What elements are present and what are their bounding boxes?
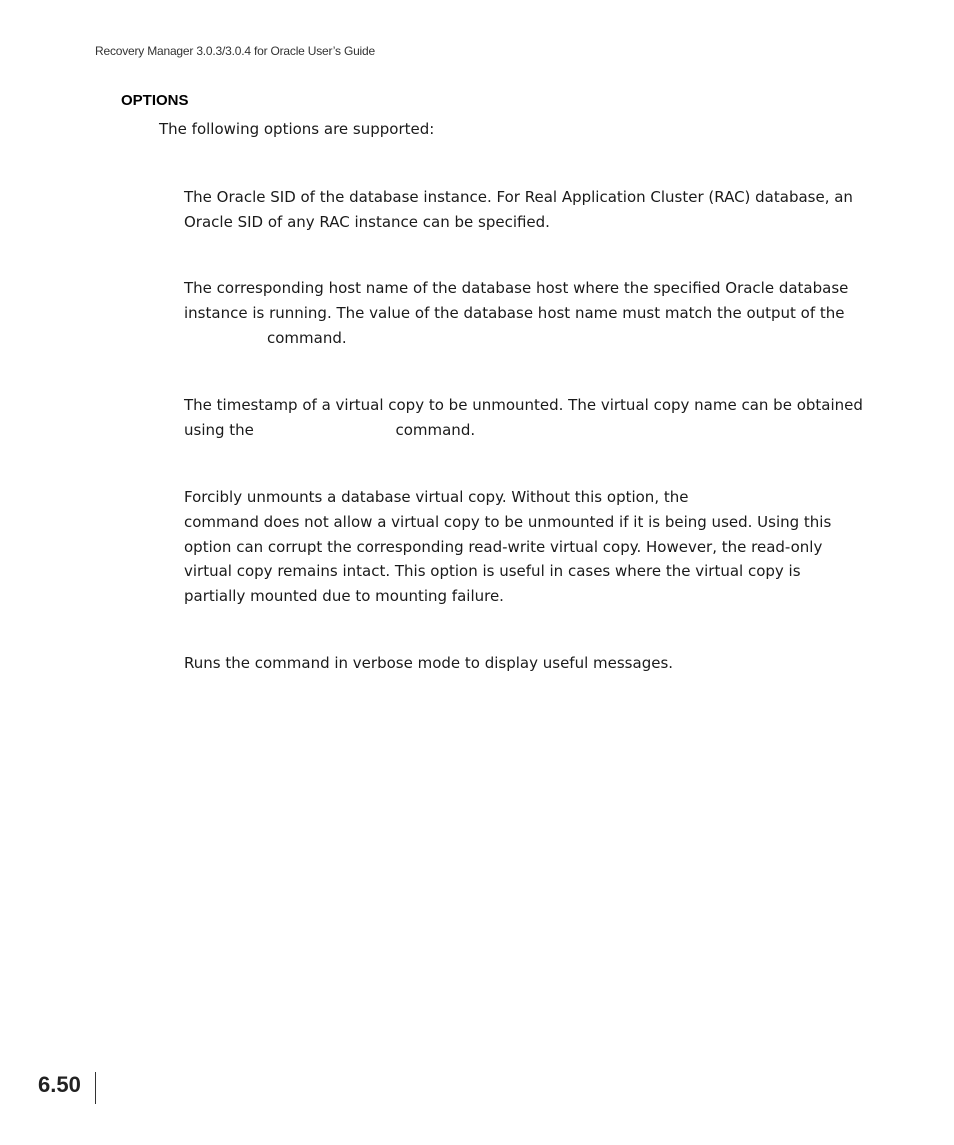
running-header: Recovery Manager 3.0.3/3.0.4 for Oracle User’s Guide xyxy=(95,44,375,58)
option-timestamp-text-before: The timestamp of a virtual copy to be unmounted. The virtual copy name can be obtained using the xyxy=(184,396,863,439)
option-host-description xyxy=(184,276,864,350)
option-force-text-after: command does not allow a virtual copy to be unmounted if it is being used. Using this option can corrupt the corresponding read-write virtual copy. However, the read-only virtual copy remains intact. This option is useful in cases where the virtual copy is partially mounted due to mounting failure. xyxy=(184,512,832,606)
page-number: 6.50 xyxy=(38,1072,81,1097)
option-timestamp-description xyxy=(184,393,864,443)
option-host-text-after: command. xyxy=(267,328,347,347)
option-sid-description xyxy=(184,185,864,235)
option-force-description xyxy=(184,485,864,609)
options-intro: The following options are supported: xyxy=(159,120,435,138)
option-verbose-text: Runs the command in verbose mode to display useful messages. xyxy=(184,654,674,672)
option-timestamp-text-after: command. xyxy=(395,420,476,439)
section-heading-options: OPTIONS xyxy=(121,92,189,109)
page-number-divider xyxy=(95,1072,96,1104)
option-verbose-description xyxy=(184,651,864,676)
option-host-text-before: The corresponding host name of the database host where the specified Oracle database instance is running. The value of the database host name must match the output of the xyxy=(184,279,849,322)
option-force-text-before: Forcibly unmounts a database virtual copy. Without this option, the xyxy=(184,488,689,506)
option-sid-text: The Oracle SID of the database instance. For Real Application Cluster (RAC) database, an Oracle SID of any RAC instance can be specified. xyxy=(184,188,853,231)
